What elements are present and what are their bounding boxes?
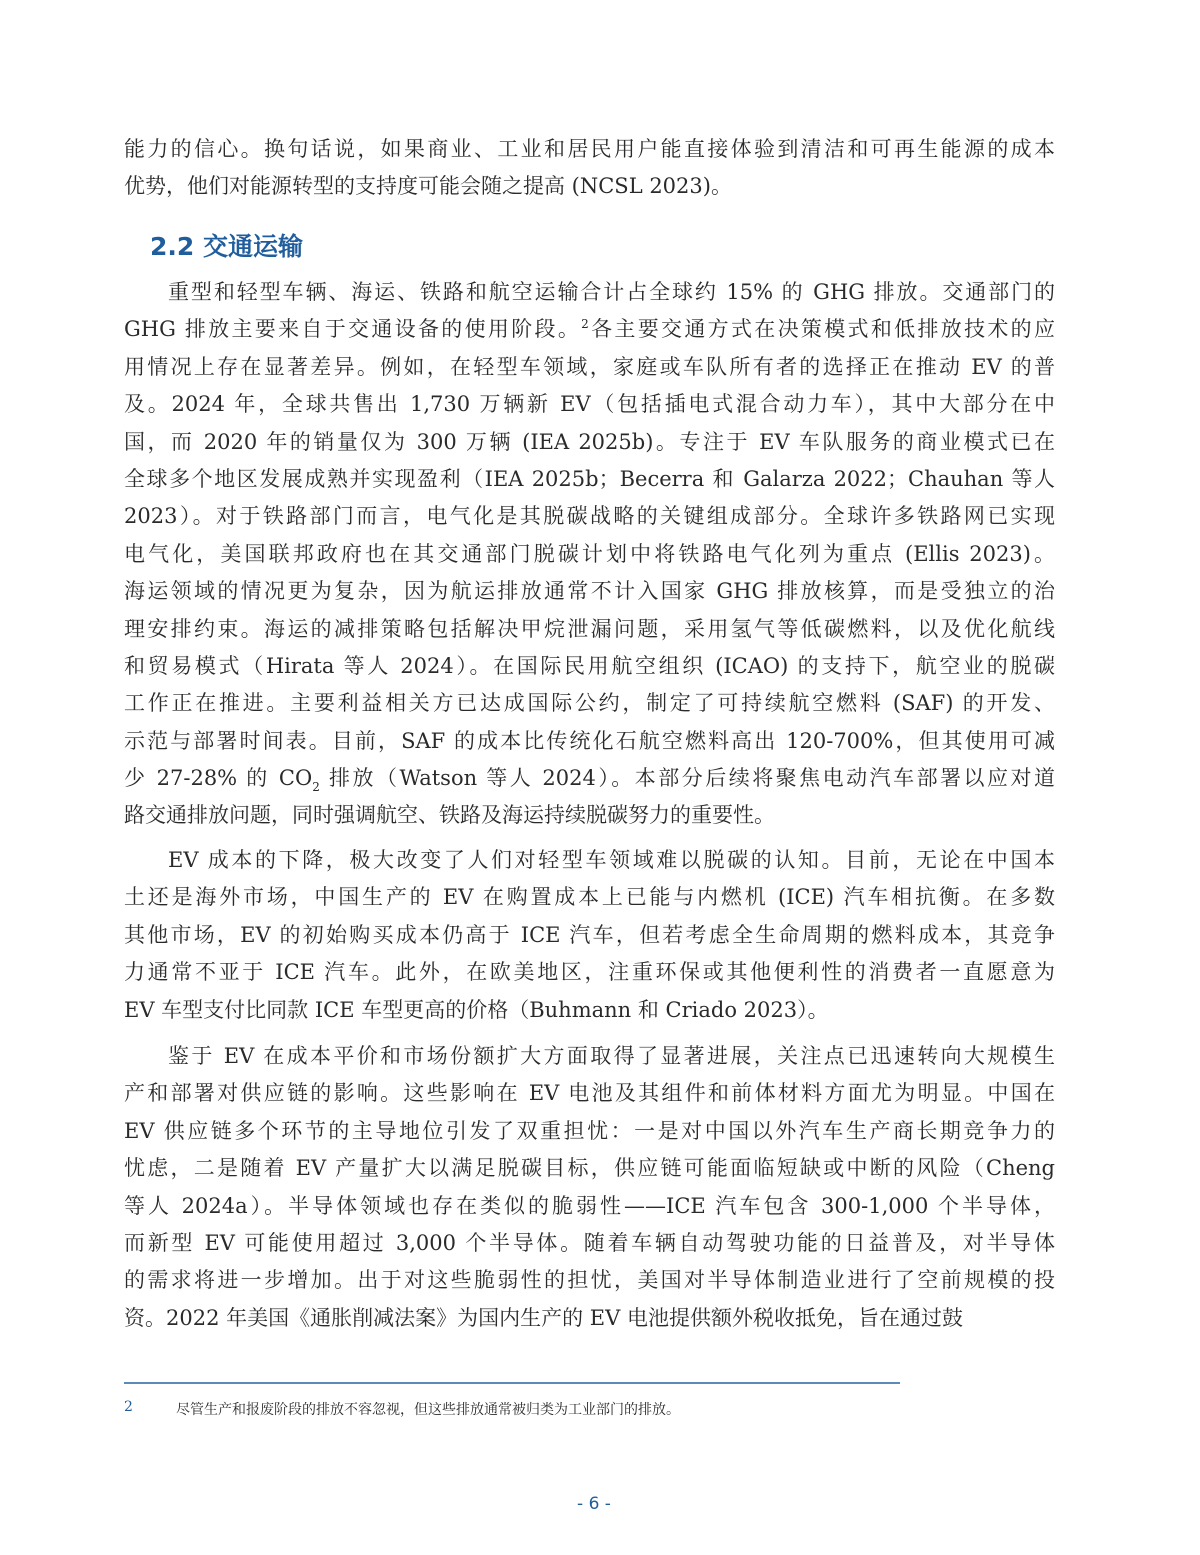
text-line: 和贸易模式（Hirata 等人 2024）。在国际民用航空组织 (ICAO) 的支持下，航空业的脱碳 bbox=[124, 653, 1055, 678]
text-line: 优势，他们对能源转型的支持度可能会随之提高 (NCSL 2023)。 bbox=[124, 174, 732, 199]
footnote-text: 尽管生产和报废阶段的排放不容忽视，但这些排放通常被归类为工业部门的排放。 bbox=[176, 1402, 680, 1418]
text-line: 国，而 2020 年的销量仅为 300 万辆 (IEA 2025b)。专注于 EV 车队服务的商业模式已在 bbox=[124, 429, 1055, 454]
text-line: 电气化，美国联邦政府也在其交通部门脱碳计划中将铁路电气化列为重点 (Ellis 2023)。 bbox=[124, 541, 1055, 566]
text-line: 而新型 EV 可能使用超过 3,000 个半导体。随着车辆自动驾驶功能的日益普及，对半导体 bbox=[124, 1230, 1055, 1255]
text-line: 工作正在推进。主要利益相关方已达成国际公约，制定了可持续航空燃料 (SAF) 的开发、 bbox=[124, 691, 1055, 716]
paragraph-continuation bbox=[124, 131, 1055, 206]
text-line: 用情况上存在显著差异。例如，在轻型车领域，家庭或车队所有者的选择正在推动 EV 的普 bbox=[124, 354, 1055, 379]
text-segment: GHG 排放主要来自于交通设备的使用阶段。 bbox=[124, 317, 582, 342]
text-line: 及。2024 年，全球共售出 1,730 万辆新 EV（包括插电式混合动力车），其中大部分在中 bbox=[124, 392, 1055, 417]
text-line: EV 车型支付比同款 ICE 车型更高的价格（Buhmann 和 Criado 2023）。 bbox=[124, 997, 829, 1022]
text-line: 忧虑，二是随着 EV 产量扩大以满足脱碳目标，供应链可能面临短缺或中断的风险（Cheng bbox=[124, 1156, 1055, 1181]
footnote-divider bbox=[124, 1382, 900, 1384]
text-line: 资。2022 年美国《通胀削减法案》为国内生产的 EV 电池提供额外税收抵免，旨在通过鼓 bbox=[124, 1305, 963, 1330]
footnote-reference: 2 bbox=[581, 317, 589, 332]
subscript: 2 bbox=[312, 780, 320, 795]
page-number: - 6 - bbox=[577, 1494, 611, 1514]
text-line: 2023）。对于铁路部门而言，电气化是其脱碳战略的关键组成部分。全球许多铁路网已实现 bbox=[124, 504, 1055, 529]
text-line: 鉴于 EV 在成本平价和市场份额扩大方面取得了显著进展，关注点已迅速转向大规模生 bbox=[168, 1044, 1055, 1068]
text-line: 理安排约束。海运的减排策略包括解决甲烷泄漏问题，采用氢气等低碳燃料，以及优化航线 bbox=[124, 616, 1055, 641]
text-segment: 少 27-28% 的 CO bbox=[124, 766, 313, 791]
text-line: 全球多个地区发展成熟并实现盈利（IEA 2025b；Becerra 和 Galarza 2022；Chauhan 等人 bbox=[124, 466, 1055, 491]
section-heading: 2.2 交通运输 bbox=[150, 232, 303, 261]
text-line: 产和部署对供应链的影响。这些影响在 EV 电池及其组件和前体材料方面尤为明显。中国在 bbox=[124, 1081, 1055, 1106]
text-line: 示范与部署时间表。目前，SAF 的成本比传统化石航空燃料高出 120-700%，但其使用可减 bbox=[124, 728, 1055, 753]
text-line: EV 成本的下降，极大改变了人们对轻型车领域难以脱碳的认知。目前，无论在中国本 bbox=[168, 848, 1055, 872]
text-line: 能力的信心。换句话说，如果商业、工业和居民用户能直接体验到清洁和可再生能源的成本 bbox=[124, 137, 1055, 161]
text-line: 路交通排放问题，同时强调航空、铁路及海运持续脱碳努力的重要性。 bbox=[124, 803, 775, 828]
text-line: 重型和轻型车辆、海运、铁路和航空运输合计占全球约 15% 的 GHG 排放。交通部门的 bbox=[168, 280, 1055, 304]
text-line: 等人 2024a）。半导体领域也存在类似的脆弱性——ICE 汽车包含 300-1,000 个半导体， bbox=[124, 1193, 1055, 1218]
text-line: 其他市场，EV 的初始购买成本仍高于 ICE 汽车，但若考虑全生命周期的燃料成本，其竞争 bbox=[124, 922, 1055, 947]
text-line bbox=[124, 311, 1055, 348]
text-line: 海运领域的情况更为复杂，因为航运排放通常不计入国家 GHG 排放核算，而是受独立的治 bbox=[124, 579, 1055, 604]
text-line bbox=[124, 760, 1055, 797]
text-line: EV 供应链多个环节的主导地位引发了双重担忧：一是对中国以外汽车生产商长期竞争力的 bbox=[124, 1118, 1055, 1143]
text-segment: 排放（Watson 等人 2024）。本部分后续将聚焦电动汽车部署以应对道 bbox=[319, 766, 1055, 791]
paragraph-ev-cost bbox=[124, 842, 1055, 1029]
paragraph-supply-chain bbox=[124, 1038, 1055, 1337]
paragraph-transport bbox=[124, 274, 1055, 835]
text-segment: 各主要交通方式在决策模式和低排放技术的应 bbox=[588, 317, 1055, 342]
text-line: 土还是海外市场，中国生产的 EV 在购置成本上已能与内燃机 (ICE) 汽车相抗衡。在多数 bbox=[124, 885, 1055, 910]
text-line: 的需求将进一步增加。出于对这些脆弱性的担忧，美国对半导体制造业进行了空前规模的投 bbox=[124, 1268, 1055, 1293]
footnote-number: 2 bbox=[124, 1399, 133, 1415]
text-line: 力通常不亚于 ICE 汽车。此外，在欧美地区，注重环保或其他便利性的消费者一直愿意为 bbox=[124, 960, 1055, 985]
